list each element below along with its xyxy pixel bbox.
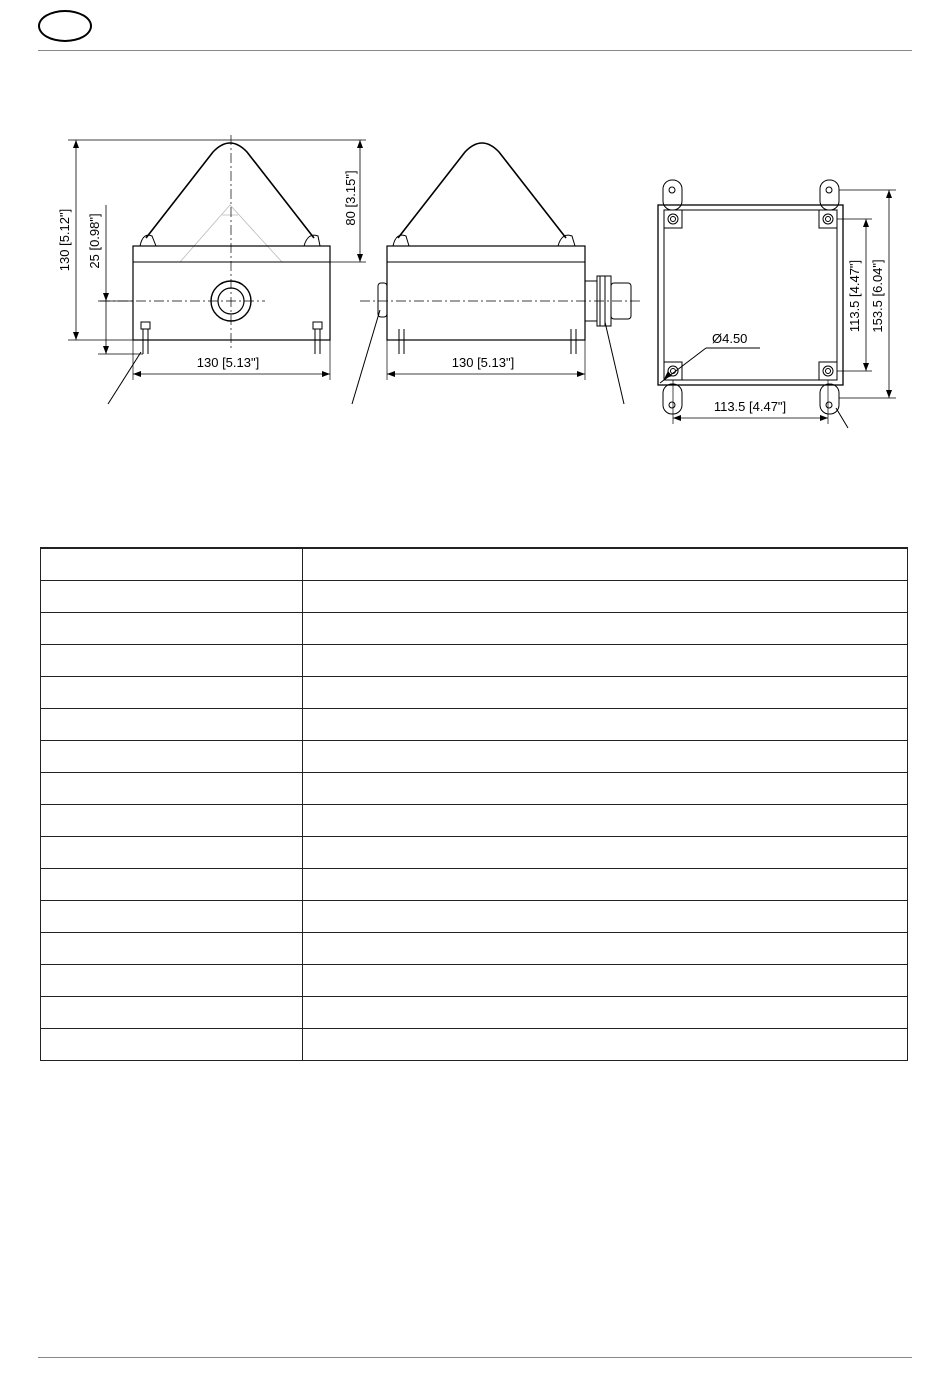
table-cell-value (303, 548, 908, 581)
table-cell-label (41, 741, 303, 773)
table-cell-value (303, 837, 908, 869)
front-height-total-label: 130 [5.12"] (57, 208, 72, 272)
table-cell-value (303, 965, 908, 997)
table-cell-value (303, 901, 908, 933)
table-cell-value (303, 677, 908, 709)
table-row (41, 901, 908, 933)
top-width-label: 113.5 [4.47"] (713, 399, 787, 414)
table-cell-value (303, 997, 908, 1029)
table-row (41, 645, 908, 677)
table-cell-label (41, 997, 303, 1029)
top-hole-diameter-label: Ø4.50 (712, 331, 748, 346)
table-cell-label (41, 709, 303, 741)
table-cell-value (303, 773, 908, 805)
dimension-drawings (0, 0, 950, 440)
side-width-label: 130 [5.13"] (451, 355, 515, 370)
table-row (41, 933, 908, 965)
table-cell-label (41, 933, 303, 965)
table-cell-label (41, 1029, 303, 1061)
table-cell-label (41, 965, 303, 997)
table-cell-label (41, 677, 303, 709)
table-cell-value (303, 709, 908, 741)
table-cell-label (41, 837, 303, 869)
table-row (41, 709, 908, 741)
spec-table (40, 547, 908, 1061)
table-cell-value (303, 869, 908, 901)
table-cell-value (303, 741, 908, 773)
top-height-inner-label: 113.5 [4.47"] (847, 259, 862, 333)
table-row (41, 997, 908, 1029)
table-row (41, 677, 908, 709)
table-cell-label (41, 901, 303, 933)
table-cell-label (41, 613, 303, 645)
top-height-outer-label: 153.5 [6.04"] (870, 259, 885, 333)
front-height-lower-label: 25 [0.98"] (87, 213, 102, 269)
table-row (41, 581, 908, 613)
table-cell-value (303, 581, 908, 613)
table-cell-label (41, 581, 303, 613)
table-cell-label (41, 548, 303, 581)
table-row (41, 613, 908, 645)
table-row (41, 773, 908, 805)
table-cell-label (41, 773, 303, 805)
footer-rule (38, 1357, 912, 1358)
table-cell-value (303, 645, 908, 677)
table-cell-label (41, 869, 303, 901)
table-cell-value (303, 933, 908, 965)
table-row (41, 805, 908, 837)
table-cell-value (303, 805, 908, 837)
table-cell-value (303, 613, 908, 645)
table-row (41, 741, 908, 773)
table-row (41, 869, 908, 901)
table-cell-label (41, 805, 303, 837)
table-row (41, 837, 908, 869)
table-row (41, 965, 908, 997)
front-height-horn-label: 80 [3.15"] (343, 170, 358, 226)
spec-table-body (41, 548, 908, 1061)
table-row (41, 1029, 908, 1061)
table-cell-label (41, 645, 303, 677)
table-row (41, 548, 908, 581)
front-width-label: 130 [5.13"] (196, 355, 260, 370)
table-cell-value (303, 1029, 908, 1061)
